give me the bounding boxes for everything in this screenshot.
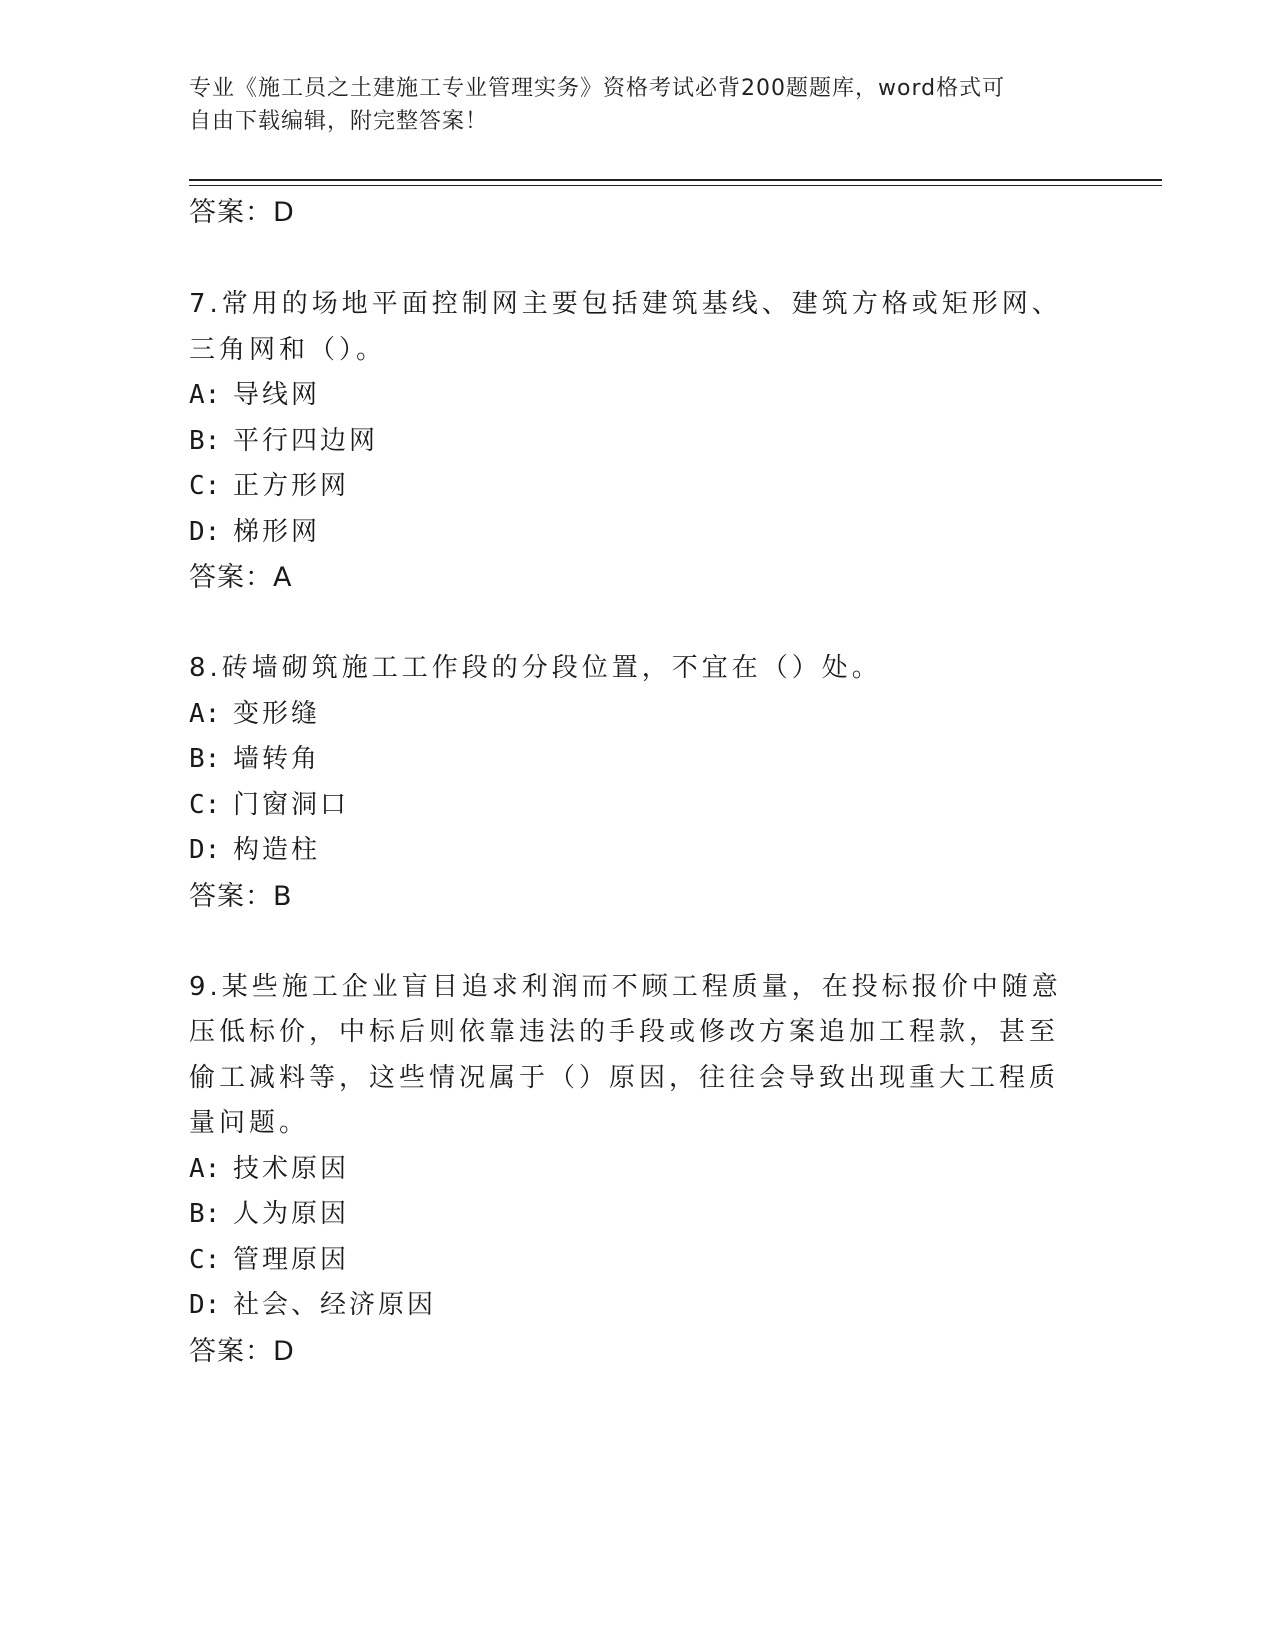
question-block [189,282,1069,600]
question-text: 9.某些施工企业盲目追求利润而不顾工程质量，在投标报价中随意压低标价，中标后则依靠违法的手段或修改方案追加工程款，甚至偷工减料等，这些情况属于（）原因，往往会导致出现重大工程质量问题。 [189,971,1062,1138]
option-text: 平行四边网 [233,425,379,456]
option-d [189,1283,1069,1329]
option-text: 变形缝 [233,698,321,729]
option-d [189,828,1069,874]
document-header [189,72,1069,138]
option-label: B: [189,425,221,456]
question-list [189,190,1069,1374]
option-b [189,419,1069,465]
option-label: B: [189,1199,221,1229]
option-text: 梯形网 [233,516,321,547]
previous-answer: 答案：D [189,197,295,228]
header-line-2: 自由下载编辑，附完整答案！ [189,109,489,134]
option-text: 人为原因 [233,1199,350,1229]
option-label: A: [189,1153,221,1184]
option-text: 社会、经济原因 [233,1290,437,1320]
option-b [189,1192,1069,1238]
option-label: D: [189,835,221,865]
option-c [189,1238,1069,1284]
option-text: 导线网 [233,380,321,410]
question-block [189,646,1069,919]
option-label: C: [189,1244,221,1275]
option-text: 技术原因 [233,1153,350,1184]
option-text: 墙转角 [233,744,321,774]
header-rule-thin [189,185,1162,186]
option-a [189,373,1069,419]
option-text: 正方形网 [233,471,350,501]
option-label: C: [189,789,221,820]
header-rule-thick [189,179,1162,181]
option-label: B: [189,744,221,774]
option-label: D: [189,516,221,547]
answer-line: 答案：A [189,562,293,593]
option-b [189,737,1069,783]
option-text: 管理原因 [233,1244,350,1275]
option-label: A: [189,380,221,410]
option-c [189,464,1069,510]
answer-line: 答案：B [189,880,293,912]
option-label: C: [189,471,221,501]
question-text: 7.常用的场地平面控制网主要包括建筑基线、建筑方格或矩形网、三角网和（）。 [189,289,1062,365]
option-a [189,692,1069,738]
option-label: D: [189,1290,221,1320]
option-text: 构造柱 [233,835,321,865]
answer-line: 答案：D [189,1335,295,1367]
question-text: 8.砖墙砌筑施工工作段的分段位置，不宜在（）处。 [189,653,882,683]
option-d [189,510,1069,556]
option-label: A: [189,698,221,729]
header-line-1: 专业《施工员之土建施工专业管理实务》资格考试必背200题题库，word格式可 [189,76,1006,101]
option-text: 门窗洞口 [233,789,350,820]
option-a [189,1147,1069,1193]
question-block [189,965,1069,1374]
option-c [189,783,1069,829]
